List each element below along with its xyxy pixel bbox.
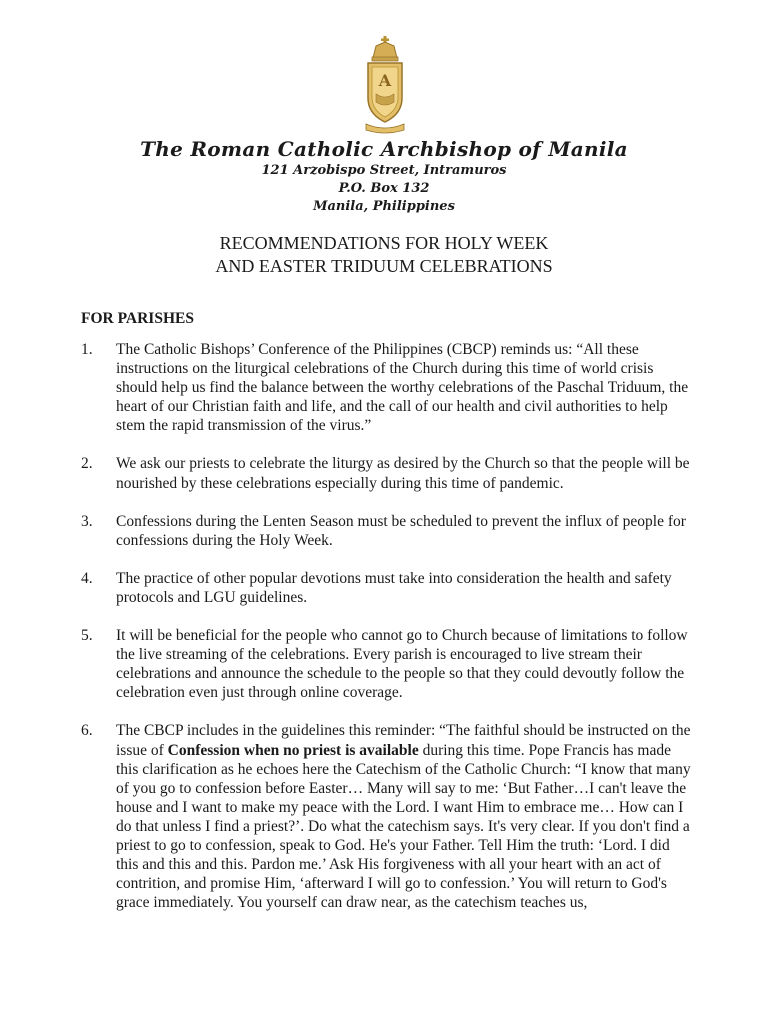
item-number: 6. [81,722,93,740]
document-title-line-2: AND EASTER TRIDUUM CELEBRATIONS [215,256,553,276]
section-heading: FOR PARISHES [81,310,194,327]
letterhead-address-pobox: P.O. Box 132 [338,181,430,196]
item-text: The Catholic Bishops’ Conference of the Philippines (CBCP) reminds us: “All these instructions on the liturgical celebrations of the Church during this time of world crisis should help us find the balance between the worthy celebrations of the Paschal Triduum, the heart of our Christian faith and life, and the call of our health and civil authorities to help stem the rapid transmission of the virus.” [116,341,689,435]
item-number: 4. [81,569,93,587]
letterhead-address-street: 121 Arzobispo Street, Intramuros [261,163,507,178]
item-text-bold: Confession when no priest is available [167,741,419,759]
svg-text:A: A [378,71,392,90]
list-item [81,569,691,607]
document-title-line-1: RECOMMENDATIONS FOR HOLY WEEK [219,233,549,253]
item-number: 1. [81,341,93,358]
letterhead-address-city: Manila, Philippines [313,199,455,214]
item-text: It will be beneficial for the people who cannot go to Church because of limitations to follow the live streaming of the celebrations. Every parish is encouraged to live stream their celebrations and announce the schedule to the people so that they could devoutly follow the celebration even just through online coverage. [116,627,688,702]
item-number: 3. [81,512,93,530]
item-text: The practice of other popular devotions must take into consideration the health and safety protocols and LGU guidelines. [116,569,672,606]
item-number: 5. [81,627,93,645]
list-item [81,512,691,550]
recommendations-list [81,340,691,931]
list-item [81,626,691,702]
letterhead-title: The Roman Catholic Archbishop of Manila [140,137,628,161]
list-item [81,721,691,912]
item-text-before: The CBCP includes in the guidelines this reminder: “The faithful should be instructed on the issue of [116,722,691,759]
item-text-after: during this time. Pope Francis has made this clarification as he echoes here the Catechism of the Catholic Church: “I know that many of you go to confession before Easter… Many will say to me: ‘But Father…I can't leave the house and I want to make my peace with the Lord. I want Him to embrace me… How can I do that unless I find a priest?’. Do what the catechism says. It's very clear. If you don't find a priest to go to confession, speak to God. He's your Father. Tell Him the truth: ‘Lord. I did this and this and this. Pardon me.’ Ask His forgiveness with all your heart with an act of contrition, and promise Him, ‘afterward I will go to confession.’ You will return to God's grace immediately. You yourself can draw near, as the catechism teaches us, [116,741,691,912]
list-item [81,340,691,435]
item-text: Confessions during the Lenten Season must be scheduled to prevent the influx of people for confessions during the Holy Week. [116,512,686,549]
item-text: We ask our priests to celebrate the liturgy as desired by the Church so that the people will be nourished by these celebrations especially during this time of pandemic. [116,455,690,492]
list-item [81,454,691,492]
item-number: 2. [81,455,93,473]
archdiocese-crest-icon [364,36,406,136]
